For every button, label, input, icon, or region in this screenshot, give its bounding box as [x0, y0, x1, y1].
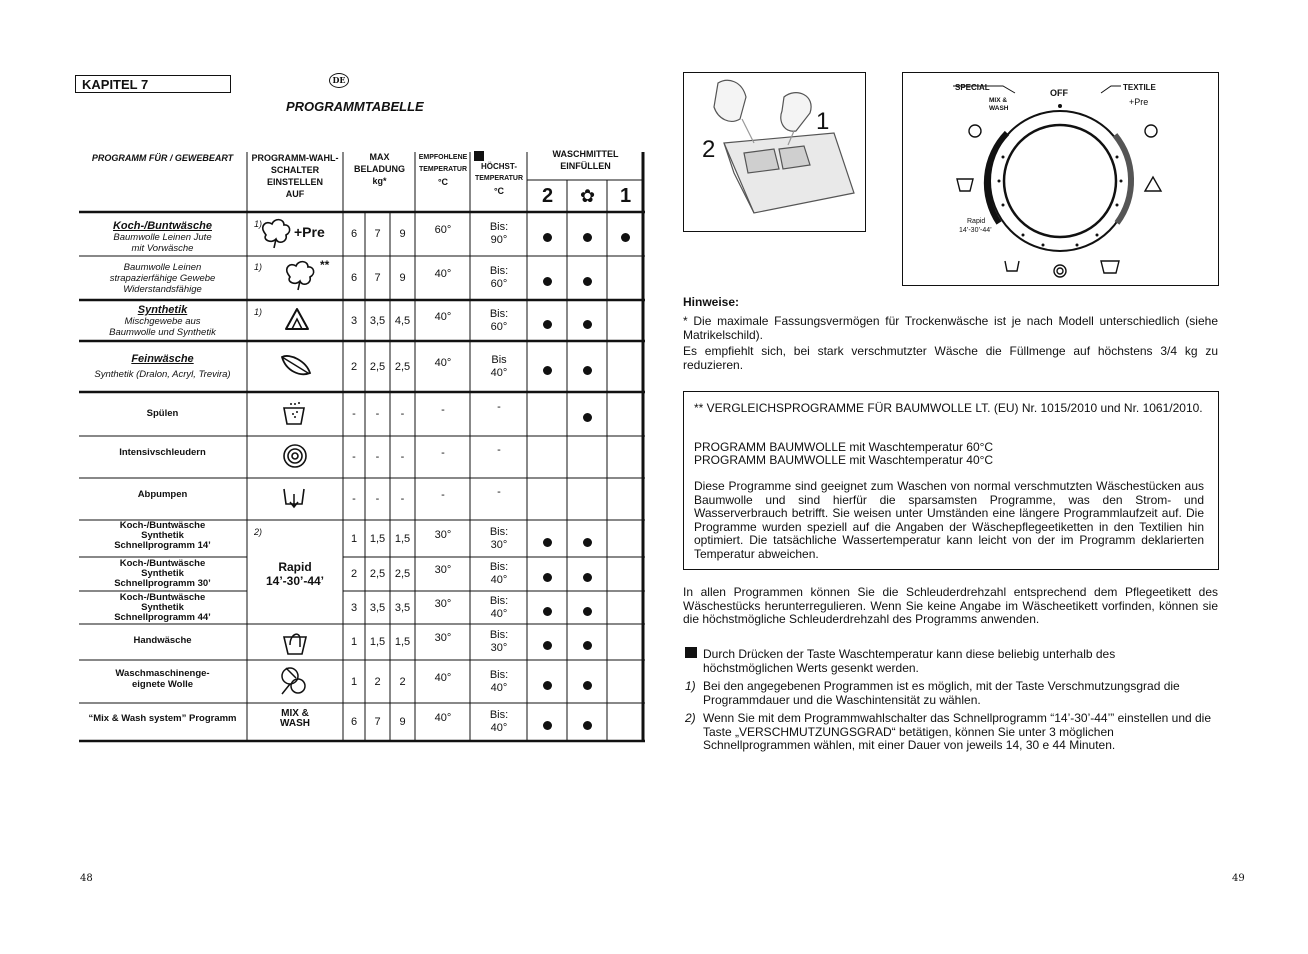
max-temp-cell: - — [497, 444, 501, 456]
cotton-icon — [258, 218, 298, 250]
load-cell: 2 — [399, 675, 406, 688]
detergent-dot — [583, 721, 592, 730]
load-cell: 1 — [350, 675, 358, 688]
row-label-wolle: Waschmaschinenge- eignete Wolle — [115, 668, 210, 690]
svg-text:SPECIAL: SPECIAL — [955, 83, 990, 92]
temp-cell: 30° — [434, 564, 452, 576]
rinse-icon — [281, 400, 307, 428]
detergent-dot — [583, 641, 592, 650]
load-cell: - — [352, 451, 356, 463]
note-1-row2: 1) — [254, 307, 263, 317]
spin-icon — [281, 442, 309, 470]
page-title: PROGRAMMTABELLE — [286, 99, 424, 114]
load-cell: 1 — [350, 532, 358, 545]
load-cell: 1,5 — [394, 636, 411, 648]
note-2: Wenn Sie mit dem Programmwahlschalter das Schnellprogramm “14’-30’-44’” einstellen und die Taste „VERSCHMUTZUNGSGRAD“ betätigen, können Sie unter 3 möglichen Schnellprogrammen wählen, mit einer Dauer von jeweils 14, 30 e 44 Minuten. — [703, 711, 1212, 752]
hinweise-1: * Die maximale Fassungsvermögen für Trockenwäsche ist je nach Modell unterschiedlich (siehe Matrikelschild). — [683, 314, 1218, 342]
max-temp-cell: - — [497, 486, 501, 498]
detergent-dot — [543, 607, 552, 616]
hinweise-2: Es empfiehlt sich, bei stark verschmutzter Wäsche die Füllmenge auf höchstens 3/4 kg zu reduzieren. — [683, 344, 1218, 372]
schleuder-paragraph: In allen Programmen können Sie die Schleuderdrehzahl entsprechend dem Pflegeetikett des Wäschestücks herunterregulieren. Wenn Sie keine Angabe im Wäscheetikett vorfinden, können sie die höchstmögliche Schleuderdrehzahl des Programms anwenden. — [683, 585, 1218, 626]
row-label-handwaesche: Handwäsche — [133, 635, 192, 646]
load-cell: - — [400, 493, 405, 505]
compartment-1: 1 — [619, 185, 632, 207]
detergent-dot — [621, 233, 630, 242]
load-cell: 6 — [350, 228, 358, 240]
load-cell: 4,5 — [394, 314, 411, 327]
dial-drawing — [903, 73, 1218, 285]
rapid-label: Rapid 14’-30’-44’ — [265, 560, 325, 588]
mix-wash-symbol: MIX & WASH — [280, 708, 310, 729]
max-temp-cell: Bis: 40° — [489, 668, 509, 694]
load-cell: 1,5 — [369, 636, 386, 648]
note-1: Bei den angegebenen Programmen ist es möglich, mit der Taste Verschmutzungsgrad die Programmdauer und die Waschintensität zu wählen. — [703, 679, 1180, 707]
detergent-dot — [543, 641, 552, 650]
temp-cell: 30° — [434, 597, 452, 610]
svg-text:Rapid: Rapid — [967, 218, 986, 225]
load-cell: 7 — [374, 272, 381, 284]
load-cell: 9 — [399, 228, 406, 240]
max-temp-cell: Bis: 60° — [489, 265, 509, 290]
svg-text:14’-30’-44’: 14’-30’-44’ — [959, 227, 992, 234]
row-label-synthetik: Synthetik Mischgewebe aus Baumwolle und Synthetik — [109, 304, 216, 338]
drawer-label-1: 1 — [816, 108, 830, 135]
load-cell: 6 — [350, 272, 358, 284]
load-cell: - — [375, 493, 380, 505]
temp-cell: - — [441, 489, 445, 501]
load-cell: 6 — [350, 716, 358, 728]
temp-cell: - — [441, 447, 445, 459]
drain-icon — [281, 484, 307, 510]
load-cell: - — [352, 493, 356, 505]
load-cell: 2 — [374, 675, 381, 688]
temp-cell: 40° — [434, 356, 452, 369]
detergent-dot — [583, 413, 592, 422]
load-cell: - — [352, 408, 356, 420]
note-2-mark: 2) — [685, 711, 696, 725]
temp-cell: 60° — [434, 224, 452, 236]
row-label-koch-bunt: Koch-/Buntwäsche Baumwolle Leinen Jute mit Vorwäsche — [112, 220, 212, 254]
load-cell: 3 — [350, 601, 358, 614]
load-cell: 2,5 — [394, 568, 411, 580]
page-number-right: 49 — [1232, 873, 1245, 884]
detergent-dot — [583, 573, 592, 582]
load-cell: 2,5 — [369, 568, 386, 580]
header-programm: PROGRAMM FÜR / GEWEBEART — [91, 153, 234, 163]
detergent-dot — [583, 277, 592, 286]
square-marker-icon — [685, 647, 697, 658]
row-label-schnell-44: Koch-/Buntwäsche Synthetik Schnellprogramm 44’ — [114, 592, 211, 623]
detergent-dot — [543, 573, 552, 582]
drawer-label-2: 2 — [702, 136, 716, 163]
row-label-spuelen: Spülen — [146, 408, 179, 419]
comparison-programs-box — [683, 391, 1219, 570]
box-line-2: PROGRAMM BAUMWOLLE mit Waschtemperatur 60°C — [694, 440, 994, 454]
load-cell: 3 — [350, 314, 358, 327]
box-line-1: ** VERGLEICHSPROGRAMME FÜR BAUMWOLLE LT. (EU) Nr. 1015/2010 und Nr. 1061/2010. — [694, 401, 1203, 415]
detergent-dot — [543, 320, 552, 329]
note-square: Durch Drücken der Taste Waschtemperatur kann diese beliebig unterhalb des höchstmöglichen Werts gesenkt werden. — [703, 647, 1116, 675]
temp-cell: 40° — [434, 268, 452, 280]
note-1-mark: 1) — [685, 679, 696, 693]
row-label-abpumpen: Abpumpen — [137, 489, 188, 500]
header-hoechst-temp: HÖCHST- TEMPERATUR °C — [474, 162, 524, 196]
language-badge: DE — [329, 73, 349, 88]
max-temp-cell: Bis: 40° — [489, 561, 509, 586]
box-paragraph: Diese Programme sind geeignet zum Waschen von normal verschmutzten Wäschestücken aus Baumwolle und sind hierfür die sparsamsten Programme, was den Strom- und Wasserverbrauch betrifft. Sie weisen unter Umständen eine längere Programmlaufzeit auf. Die Programme wurden speziell auf die Angaben der Wäschepflegeetiketten in den Textilien hin optimiert. Die tatsächliche Wassertemperatur kann leicht von der im Programm deklarierten Temperatur abweichen. — [694, 479, 1204, 561]
temp-cell: 30° — [434, 528, 452, 541]
max-temp-cell: Bis: 40° — [489, 709, 509, 734]
row-label-schnell-30: Koch-/Buntwäsche Synthetik Schnellprogramm 30’ — [114, 558, 211, 589]
synthetic-triangle-icon — [282, 305, 312, 333]
row-label-feinwaesche: Feinwäsche Synthetik (Dralon, Acryl, Trevira) — [94, 353, 231, 380]
detergent-dot — [583, 538, 592, 547]
header-beladung: MAX BELADUNG kg* — [354, 152, 405, 186]
compartment-2: 2 — [541, 185, 554, 207]
delicate-feather-icon — [278, 351, 314, 381]
page-number-left: 48 — [80, 873, 93, 884]
program-dial-illustration — [902, 72, 1219, 286]
load-cell: 9 — [399, 716, 406, 728]
load-cell: 3,5 — [369, 601, 386, 614]
load-cell: 7 — [374, 228, 381, 240]
note-1-row1: 1) — [254, 262, 263, 272]
cotton-icon-2 — [282, 260, 322, 292]
temp-cell: 40° — [434, 310, 452, 323]
header-waschmittel: WASCHMITTEL EINFÜLLEN — [552, 149, 619, 171]
max-temp-cell: Bis: 90° — [489, 221, 509, 246]
detergent-dot — [543, 233, 552, 242]
pre-wash-label: +Pre — [294, 224, 325, 240]
max-temp-cell: Bis: 60° — [489, 307, 509, 333]
load-cell: 1,5 — [394, 532, 411, 545]
detergent-dot — [543, 538, 552, 547]
row-label-baumwolle: Baumwolle Leinen strapazierfähige Gewebe Widerstandsfähige — [109, 262, 216, 295]
max-temp-cell: Bis: 40° — [489, 594, 509, 620]
detergent-dot — [583, 681, 592, 690]
temp-cell: 30° — [434, 632, 452, 644]
load-cell: - — [400, 408, 405, 420]
comparison-marker: ** — [320, 258, 330, 272]
temp-cell: 40° — [434, 712, 452, 724]
note-1-row0: 1) — [254, 219, 263, 229]
svg-text:WASH: WASH — [989, 105, 1009, 112]
hinweise-title: Hinweise: — [683, 295, 740, 309]
load-cell: 9 — [399, 272, 406, 284]
box-line-3: PROGRAMM BAUMWOLLE mit Waschtemperatur 40°C — [694, 453, 994, 467]
load-cell: 2 — [350, 360, 358, 373]
note-2-rapid: 2) — [254, 527, 263, 537]
svg-text:OFF: OFF — [1050, 88, 1068, 98]
load-cell: 2,5 — [394, 360, 411, 373]
detergent-dot — [543, 721, 552, 730]
load-cell: - — [375, 408, 380, 420]
load-cell: 1,5 — [369, 532, 386, 545]
max-temp-cell: Bis: 30° — [489, 525, 509, 551]
compartment-flower-icon: ✿ — [579, 186, 596, 206]
row-label-intensivschleudern: Intensivschleudern — [119, 447, 206, 458]
load-cell: - — [375, 451, 380, 463]
detergent-drawer-illustration — [683, 72, 866, 232]
load-cell: 2,5 — [369, 360, 386, 373]
load-cell: - — [400, 451, 405, 463]
temp-cell: 40° — [434, 671, 452, 684]
detergent-dot — [583, 366, 592, 375]
temp-cell: - — [441, 404, 445, 416]
header-empf-temp: EMPFOHLENE TEMPERATUR °C — [418, 154, 468, 187]
svg-text:+Pre: +Pre — [1129, 97, 1149, 107]
load-cell: 2 — [350, 568, 358, 580]
load-cell: 7 — [374, 716, 381, 728]
header-schalter: PROGRAMM-WAHL- SCHALTER EINSTELLEN AUF — [251, 153, 339, 199]
max-temp-cell: Bis 40° — [490, 353, 508, 379]
load-cell: 3,5 — [394, 601, 411, 614]
row-label-schnell-14: Koch-/Buntwäsche Synthetik Schnellprogramm 14’ — [114, 520, 211, 551]
svg-text:MIX &: MIX & — [989, 97, 1008, 104]
drawer-drawing — [684, 73, 865, 231]
max-temp-cell: - — [497, 401, 501, 413]
detergent-dot — [583, 320, 592, 329]
detergent-dot — [583, 233, 592, 242]
row-label-mix-wash: “Mix & Wash system” Programm — [88, 713, 237, 724]
load-cell: 1 — [350, 636, 358, 648]
detergent-dot — [543, 681, 552, 690]
svg-text:TEXTILE: TEXTILE — [1123, 83, 1156, 92]
detergent-dot — [583, 607, 592, 616]
program-table-grid — [0, 0, 660, 760]
chapter-label: KAPITEL 7 — [75, 75, 231, 93]
detergent-dot — [543, 366, 552, 375]
detergent-dot — [543, 277, 552, 286]
handwash-icon — [281, 627, 309, 657]
max-temp-cell: Bis: 30° — [489, 629, 509, 654]
load-cell: 3,5 — [369, 314, 386, 327]
wool-icon — [276, 664, 312, 698]
